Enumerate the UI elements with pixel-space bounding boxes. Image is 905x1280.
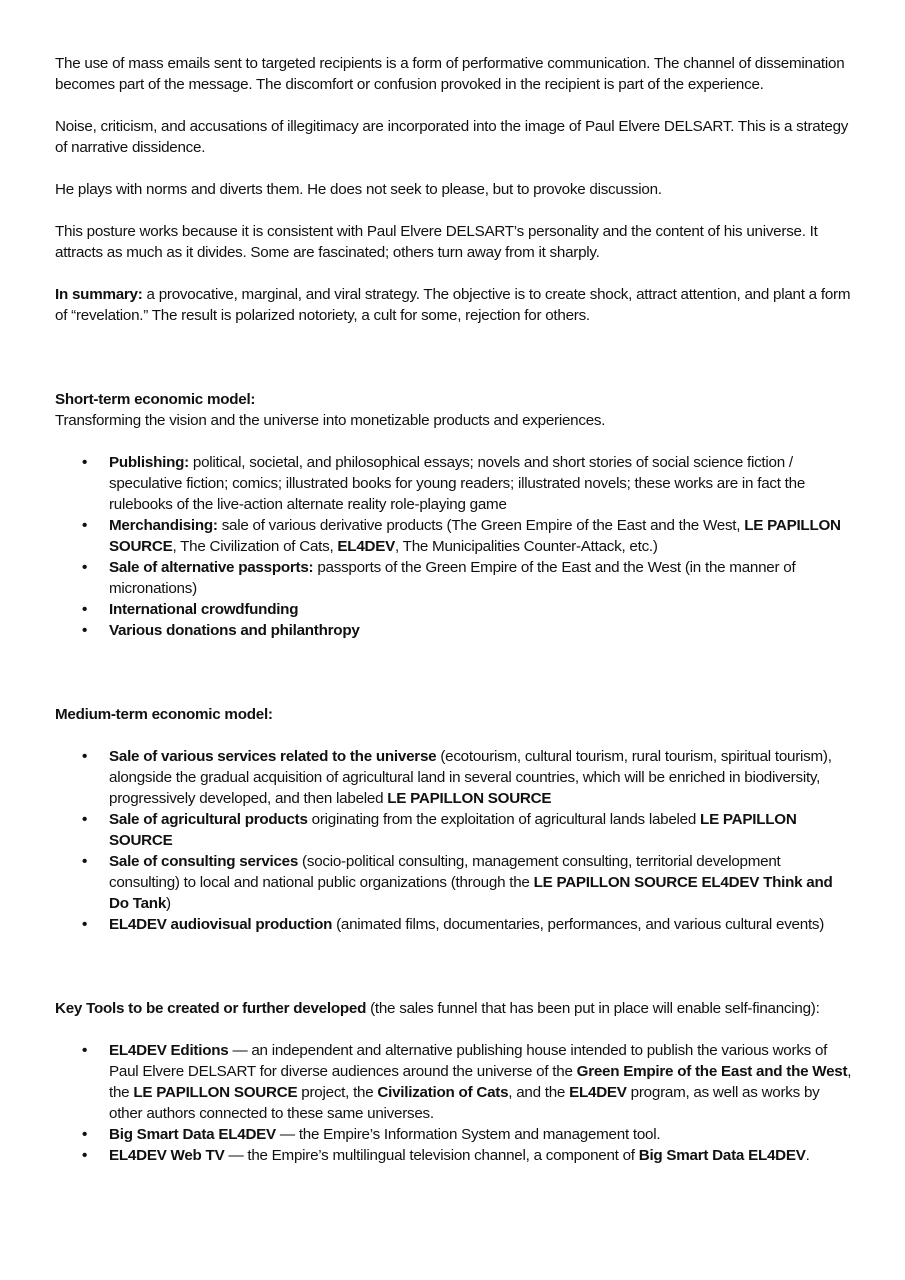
short-term-list	[55, 452, 855, 641]
list-item-publishing	[55, 452, 855, 515]
item-bold: EL4DEV	[337, 538, 395, 555]
item-label: EL4DEV Editions	[109, 1042, 229, 1059]
item-label: Sale of various services related to the universe	[109, 748, 437, 765]
short-term-intro: Transforming the vision and the universe into monetizable products and experiences.	[55, 412, 606, 429]
item-label: International crowdfunding	[109, 601, 299, 618]
item-text: (ecotourism, cultural tourism, rural tourism, spiritual tourism), alongside the gradual acquisition of agricultural land in several countries, which will be enriched in biodiversity, progressively developed, and then labeled	[109, 748, 832, 807]
item-label: Various donations and philanthropy	[109, 622, 360, 639]
item-text: — the Empire’s Information System and management tool.	[275, 1126, 661, 1143]
paragraph-summary	[55, 284, 855, 326]
list-item-big-smart-data	[55, 1124, 855, 1145]
list-item-consulting	[55, 851, 855, 914]
item-label: Big Smart Data EL4DEV	[109, 1126, 276, 1143]
item-text: — the Empire’s multilingual television channel, a component of	[224, 1147, 639, 1164]
list-item-editions	[55, 1040, 855, 1124]
summary-label: In summary:	[55, 286, 143, 303]
item-text: , the	[109, 1063, 852, 1101]
section-spacer	[55, 641, 855, 704]
item-bold: LE PAPILLON SOURCE	[387, 790, 552, 807]
item-bold: Big Smart Data EL4DEV	[638, 1147, 806, 1164]
item-text: , and the	[508, 1084, 570, 1101]
item-bold: LE PAPILLON SOURCE EL4DEV Think and Do Tank	[109, 874, 833, 912]
item-text: originating from the exploitation of agricultural lands labeled	[307, 811, 701, 828]
list-item-passports	[55, 557, 855, 599]
list-item-web-tv	[55, 1145, 855, 1166]
item-text: (animated films, documentaries, performances, and various cultural events)	[332, 916, 825, 933]
key-tools-list	[55, 1040, 855, 1166]
item-text: (socio-political consulting, management consulting, territorial development consulting) to local and national public organizations (through the	[109, 853, 781, 891]
item-bold: LE PAPILLON SOURCE	[133, 1084, 298, 1101]
bullet-icon: •	[82, 559, 88, 576]
bullet-icon: •	[82, 601, 88, 618]
spacer	[55, 431, 855, 452]
item-bold: Civilization of Cats	[377, 1084, 509, 1101]
list-item-merchandising	[55, 515, 855, 557]
item-text: .	[805, 1147, 810, 1164]
bullet-icon: •	[82, 454, 88, 471]
bullet-icon: •	[82, 1126, 88, 1143]
item-label: EL4DEV audiovisual production	[109, 916, 333, 933]
item-text: , The Municipalities Counter-Attack, etc.)	[395, 538, 658, 555]
spacer	[55, 1019, 855, 1040]
item-label: Sale of agricultural products	[109, 811, 308, 828]
item-label: Sale of consulting services	[109, 853, 299, 870]
item-text: )	[166, 895, 171, 912]
spacer	[55, 725, 855, 746]
item-bold: LE PAPILLON SOURCE	[109, 517, 841, 555]
list-item-services	[55, 746, 855, 809]
item-text: , The Civilization of Cats,	[172, 538, 338, 555]
list-item-donations	[55, 620, 855, 641]
bullet-icon: •	[82, 1042, 88, 1059]
list-item-audiovisual	[55, 914, 855, 935]
medium-term-list	[55, 746, 855, 935]
bullet-icon: •	[82, 748, 88, 765]
paragraph-mass-emails: The use of mass emails sent to targeted recipients is a form of performative communication. The channel of dissemination becomes part of the message. The discomfort or confusion provoked in the recipient is part of the experience.	[55, 55, 845, 93]
item-bold: Green Empire of the East and the West	[576, 1063, 848, 1080]
paragraph-noise-criticism: Noise, criticism, and accusations of illegitimacy are incorporated into the image of Paul Elvere DELSART. This is a strategy of narrative dissidence.	[55, 118, 849, 156]
bullet-icon: •	[82, 916, 88, 933]
item-label: Sale of alternative passports:	[109, 559, 314, 576]
paragraph-plays-with-norms: He plays with norms and diverts them. He does not seek to please, but to provoke discussion.	[55, 181, 662, 198]
section-spacer	[55, 935, 855, 998]
item-label: Publishing:	[109, 454, 189, 471]
item-label: EL4DEV Web TV	[109, 1147, 225, 1164]
item-text: project, the	[297, 1084, 378, 1101]
bullet-icon: •	[82, 853, 88, 870]
item-text: program, as well as works by other authors connected to these same universes.	[109, 1084, 820, 1122]
bullet-icon: •	[82, 811, 88, 828]
bullet-icon: •	[82, 622, 88, 639]
item-label: Merchandising:	[109, 517, 218, 534]
key-tools-heading-text: (the sales funnel that has been put in place will enable self-financing):	[366, 1000, 820, 1017]
item-bold: LE PAPILLON SOURCE	[109, 811, 797, 849]
list-item-crowdfunding	[55, 599, 855, 620]
document-page	[55, 53, 855, 1166]
key-tools-heading-label: Key Tools to be created or further developed	[55, 1000, 367, 1017]
item-text: political, societal, and philosophical essays; novels and short stories of social science fiction / speculative fiction; comics; illustrated books for young readers; illustrated novels; these works are in fact the rulebooks of the live-action alternate reality role-playing game	[109, 454, 806, 513]
item-text: sale of various derivative products (The Green Empire of the East and the West,	[217, 517, 745, 534]
list-item-agricultural-products	[55, 809, 855, 851]
item-text: — an independent and alternative publishing house intended to publish the various works of Paul Elvere DELSART for diverse audiences around the universe of the	[109, 1042, 828, 1080]
bullet-icon: •	[82, 1147, 88, 1164]
key-tools-heading	[55, 998, 855, 1019]
paragraph-posture: This posture works because it is consistent with Paul Elvere DELSART’s personality and the content of his universe. It attracts as much as it divides. Some are fascinated; others turn away from it sharply.	[55, 223, 818, 261]
medium-term-heading: Medium-term economic model:	[55, 706, 273, 723]
item-text: passports of the Green Empire of the East and the West (in the manner of micronations)	[109, 559, 796, 597]
section-spacer	[55, 326, 855, 389]
item-bold: EL4DEV	[569, 1084, 627, 1101]
summary-text: a provocative, marginal, and viral strategy. The objective is to create shock, attract attention, and plant a form of “revelation.” The result is polarized notoriety, a cult for some, rejection for others.	[55, 286, 851, 324]
bullet-icon: •	[82, 517, 88, 534]
short-term-heading: Short-term economic model:	[55, 391, 256, 408]
